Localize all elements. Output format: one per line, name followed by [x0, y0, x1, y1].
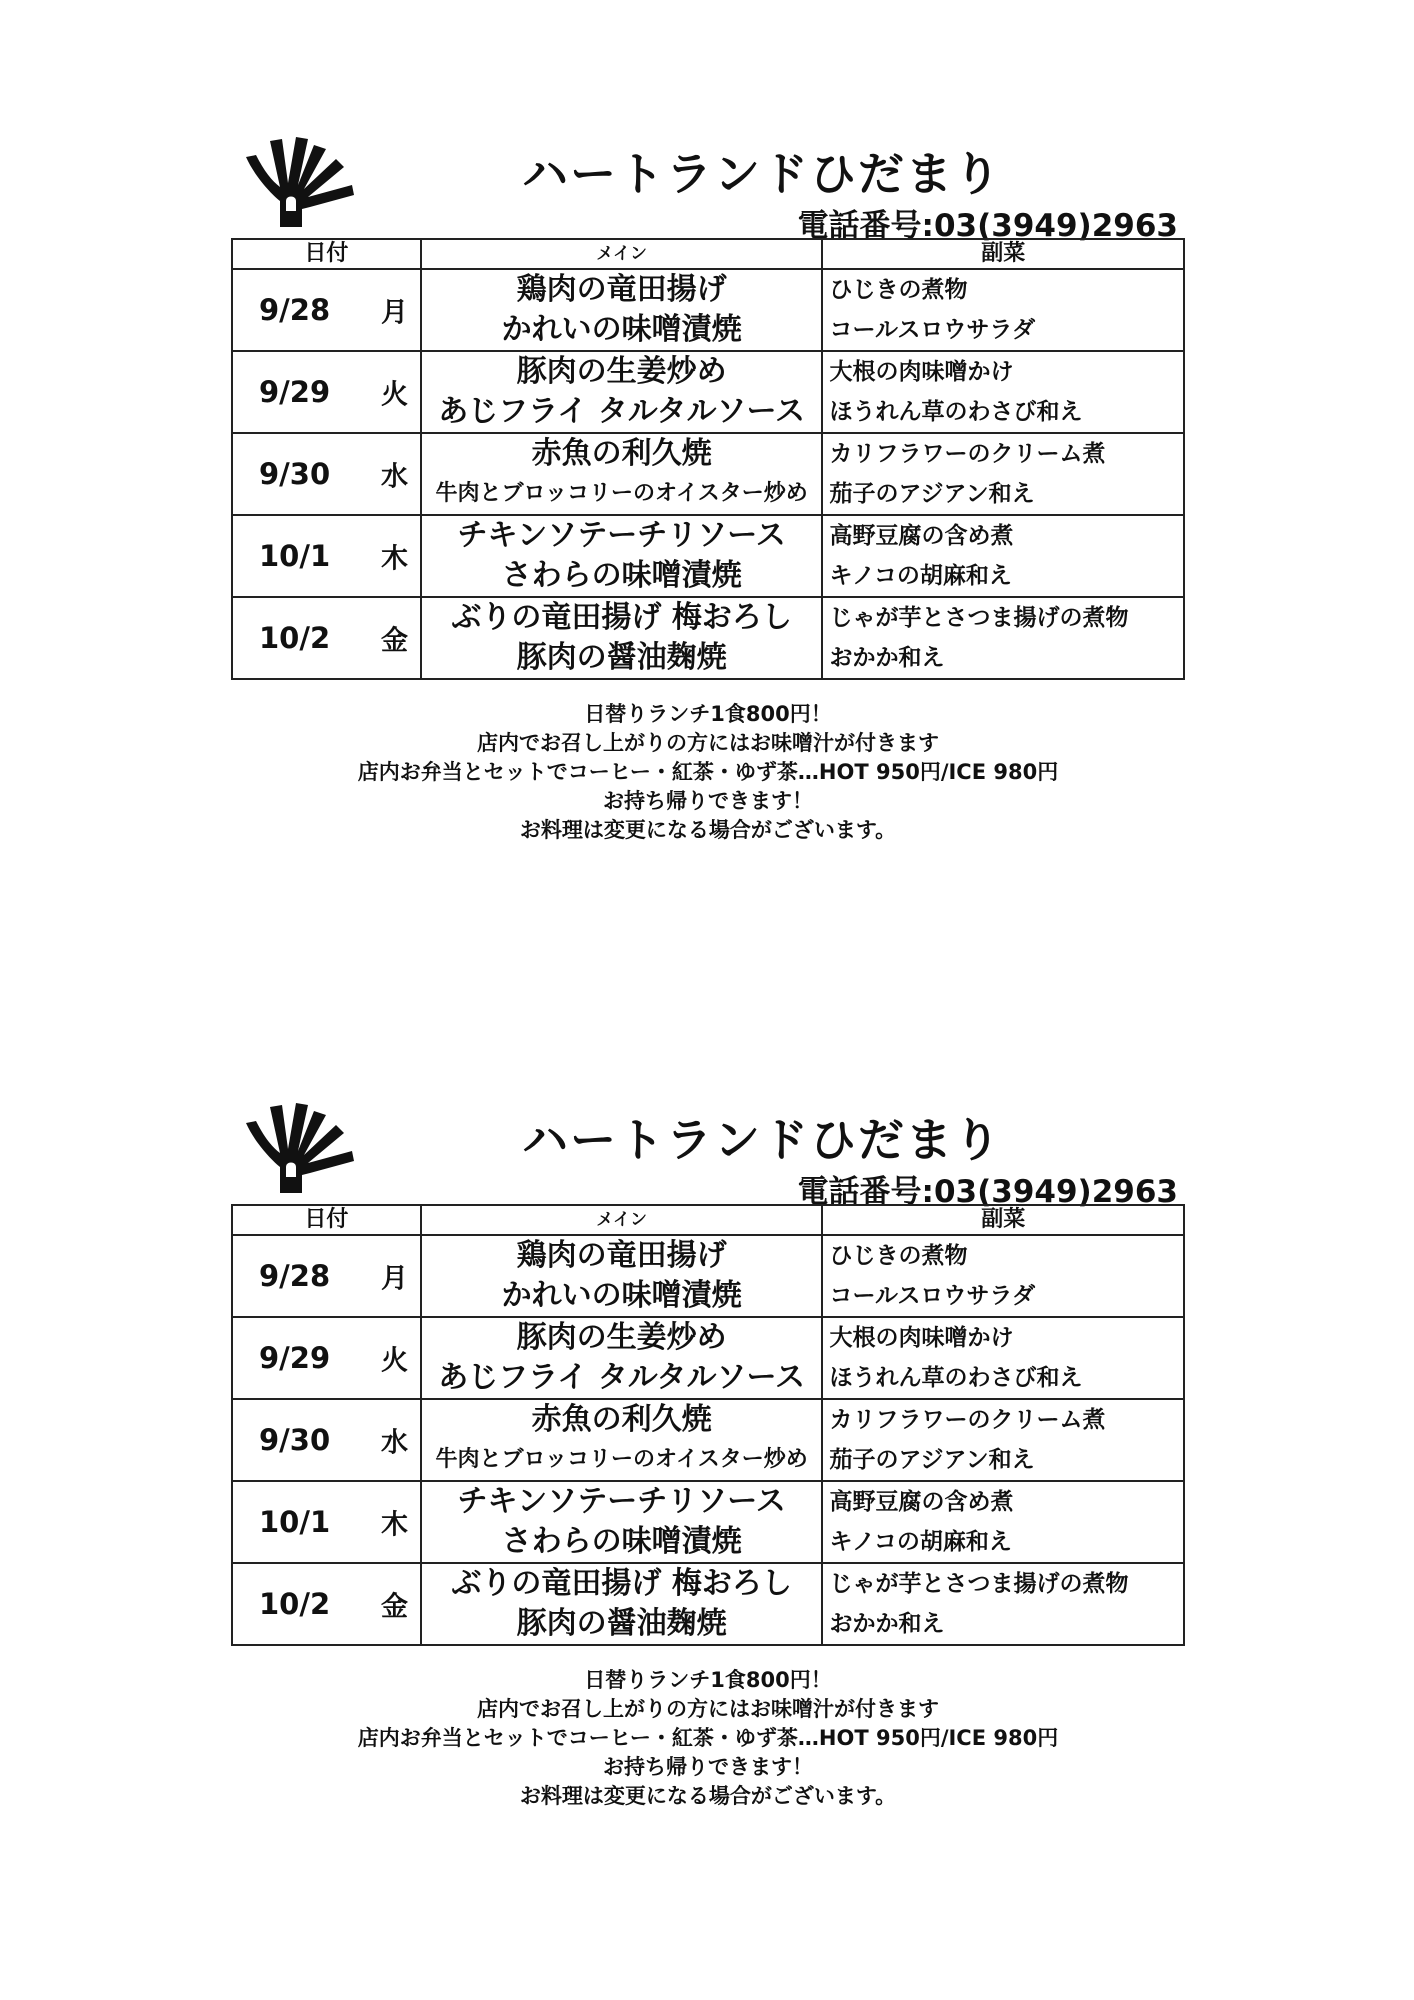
side-dish-1: 大根の肉味噌かけ — [829, 1325, 1014, 1351]
table-row — [232, 1481, 1184, 1563]
main-dish-2: さわらの味噌漬焼 — [501, 558, 742, 593]
table-row — [232, 351, 1184, 433]
phone-number: 電話番号:03(3949)2963 — [797, 208, 1178, 244]
date-value: 10/1 — [259, 1505, 331, 1539]
side-dish-1: ひじきの煮物 — [829, 1243, 968, 1269]
side-dish-2: コールスロウサラダ — [829, 317, 1036, 343]
weekday-value: 木 — [381, 543, 408, 575]
side-dish-1: カリフラワーのクリーム煮 — [829, 441, 1106, 467]
weekday-value: 水 — [381, 1427, 408, 1459]
side-dish-1: じゃが芋とさつま揚げの煮物 — [829, 605, 1129, 631]
side-dishes-cell — [822, 1235, 1184, 1317]
side-dishes-cell — [822, 1563, 1184, 1645]
menu-table — [231, 238, 1185, 680]
main-dish-2: 豚肉の醤油麹焼 — [516, 1606, 727, 1641]
side-dishes-cell — [822, 351, 1184, 433]
table-row — [232, 269, 1184, 351]
main-dishes-cell — [421, 1317, 823, 1399]
date-header: 日付 — [232, 1205, 421, 1235]
phone-number: 電話番号:03(3949)2963 — [797, 1174, 1178, 1210]
main-dishes-cell — [421, 1563, 823, 1645]
main-dish-1: チキンソテーチリソース — [457, 518, 786, 553]
table-header-row — [232, 239, 1184, 269]
table-row — [232, 597, 1184, 679]
notes — [231, 700, 1185, 845]
side-dishes-cell — [822, 1481, 1184, 1563]
date-value: 10/1 — [259, 539, 331, 573]
note-line: 店内でお召し上がりの方にはお味噌汁が付きます — [477, 731, 939, 755]
weekday-value: 水 — [381, 461, 408, 493]
side-dish-2: 茄子のアジアン和え — [829, 1447, 1035, 1473]
side-dish-2: キノコの胡麻和え — [829, 563, 1012, 589]
main-dish-2: あじフライ タルタルソース — [438, 1360, 806, 1395]
menu-flyer-1 — [0, 0, 1414, 842]
side-dish-1: 高野豆腐の含め煮 — [829, 1489, 1014, 1515]
side-dish-2: おかか和え — [829, 645, 945, 671]
main-dishes-cell — [421, 1235, 823, 1317]
table-row — [232, 1317, 1184, 1399]
main-dish-1: 鶏肉の竜田揚げ — [516, 272, 727, 307]
main-dish-1: 赤魚の利久焼 — [531, 436, 712, 471]
main-header: メイン — [421, 1205, 823, 1235]
note-line: お料理は変更になる場合がございます。 — [519, 1784, 897, 1808]
side-dishes-cell — [822, 1399, 1184, 1481]
shop-name: ハートランドひだまり — [522, 1113, 1002, 1167]
weekday-value: 月 — [381, 1263, 408, 1295]
weekday-value: 月 — [381, 297, 408, 329]
main-dish-1: 豚肉の生姜炒め — [516, 1320, 727, 1355]
date-value: 9/29 — [259, 375, 331, 409]
main-dish-2: かれいの味噌漬焼 — [501, 1278, 742, 1313]
table-row — [232, 1399, 1184, 1481]
side-dishes-cell — [822, 597, 1184, 679]
main-dish-1: 赤魚の利久焼 — [531, 1402, 712, 1437]
main-dishes-cell — [421, 515, 823, 597]
date-value: 9/30 — [259, 457, 331, 491]
shop-name: ハートランドひだまり — [522, 147, 1002, 201]
weekday-value: 金 — [381, 1591, 408, 1623]
side-dish-1: カリフラワーのクリーム煮 — [829, 1407, 1106, 1433]
date-value: 9/30 — [259, 1423, 331, 1457]
date-cell — [232, 351, 421, 433]
hand-logo-icon — [240, 135, 360, 235]
main-dishes-cell — [421, 269, 823, 351]
side-dish-2: コールスロウサラダ — [829, 1283, 1036, 1309]
main-dish-1: ぶりの竜田揚げ 梅おろし — [451, 600, 792, 635]
main-dish-2: 豚肉の醤油麹焼 — [516, 640, 727, 675]
note-line: 日替りランチ1食800円！ — [584, 1668, 832, 1692]
main-dish-2: 牛肉とブロッコリーのオイスター炒め — [435, 481, 808, 506]
note-line: お料理は変更になる場合がございます。 — [519, 818, 897, 842]
side-dishes-cell — [822, 269, 1184, 351]
side-dishes-cell — [822, 433, 1184, 515]
table-row — [232, 1235, 1184, 1317]
menu-flyer-2 — [0, 966, 1414, 1808]
date-value: 9/28 — [259, 293, 331, 327]
main-dish-2: 牛肉とブロッコリーのオイスター炒め — [435, 1447, 808, 1472]
side-dish-2: ほうれん草のわさび和え — [829, 399, 1083, 425]
main-dish-1: 鶏肉の竜田揚げ — [516, 1238, 727, 1273]
note-line: 日替りランチ1食800円！ — [584, 702, 832, 726]
date-cell — [232, 433, 421, 515]
main-dishes-cell — [421, 351, 823, 433]
side-dishes-cell — [822, 1317, 1184, 1399]
side-dish-2: キノコの胡麻和え — [829, 1529, 1012, 1555]
main-header: メイン — [421, 239, 823, 269]
side-dish-2: 茄子のアジアン和え — [829, 481, 1035, 507]
weekday-value: 火 — [381, 1345, 408, 1377]
main-dish-1: チキンソテーチリソース — [457, 1484, 786, 1519]
note-line: お持ち帰りできます！ — [603, 1755, 813, 1779]
side-dish-1: じゃが芋とさつま揚げの煮物 — [829, 1571, 1129, 1597]
date-cell — [232, 515, 421, 597]
menu-table — [231, 1204, 1185, 1646]
note-line: お持ち帰りできます！ — [603, 789, 813, 813]
date-cell — [232, 1481, 421, 1563]
note-line: 店内お弁当とセットでコーヒー・紅茶・ゆず茶…HOT 950円/ICE 980円 — [357, 760, 1059, 784]
main-dishes-cell — [421, 1481, 823, 1563]
date-cell — [232, 1235, 421, 1317]
side-dishes-cell — [822, 515, 1184, 597]
hand-logo-icon — [240, 1101, 360, 1201]
side-dish-1: 高野豆腐の含め煮 — [829, 523, 1014, 549]
main-dish-2: さわらの味噌漬焼 — [501, 1524, 742, 1559]
side-dish-1: ひじきの煮物 — [829, 277, 968, 303]
weekday-value: 金 — [381, 625, 408, 657]
date-cell — [232, 1317, 421, 1399]
side-dish-1: 大根の肉味噌かけ — [829, 359, 1014, 385]
main-dish-2: かれいの味噌漬焼 — [501, 312, 742, 347]
date-value: 10/2 — [259, 621, 331, 655]
date-value: 9/29 — [259, 1341, 331, 1375]
side-header: 副菜 — [822, 1205, 1184, 1235]
table-header-row — [232, 1205, 1184, 1235]
main-dishes-cell — [421, 597, 823, 679]
main-dish-2: あじフライ タルタルソース — [438, 394, 806, 429]
notes — [231, 1666, 1185, 1811]
table-row — [232, 515, 1184, 597]
date-header: 日付 — [232, 239, 421, 269]
weekday-value: 木 — [381, 1509, 408, 1541]
note-line: 店内お弁当とセットでコーヒー・紅茶・ゆず茶…HOT 950円/ICE 980円 — [357, 1726, 1059, 1750]
main-dishes-cell — [421, 433, 823, 515]
date-value: 9/28 — [259, 1259, 331, 1293]
date-cell — [232, 1563, 421, 1645]
date-cell — [232, 597, 421, 679]
date-cell — [232, 269, 421, 351]
table-row — [232, 433, 1184, 515]
side-header: 副菜 — [822, 239, 1184, 269]
date-value: 10/2 — [259, 1587, 331, 1621]
main-dishes-cell — [421, 1399, 823, 1481]
weekday-value: 火 — [381, 379, 408, 411]
table-row — [232, 1563, 1184, 1645]
side-dish-2: おかか和え — [829, 1611, 945, 1637]
main-dish-1: ぶりの竜田揚げ 梅おろし — [451, 1566, 792, 1601]
note-line: 店内でお召し上がりの方にはお味噌汁が付きます — [477, 1697, 939, 1721]
side-dish-2: ほうれん草のわさび和え — [829, 1365, 1083, 1391]
main-dish-1: 豚肉の生姜炒め — [516, 354, 727, 389]
date-cell — [232, 1399, 421, 1481]
